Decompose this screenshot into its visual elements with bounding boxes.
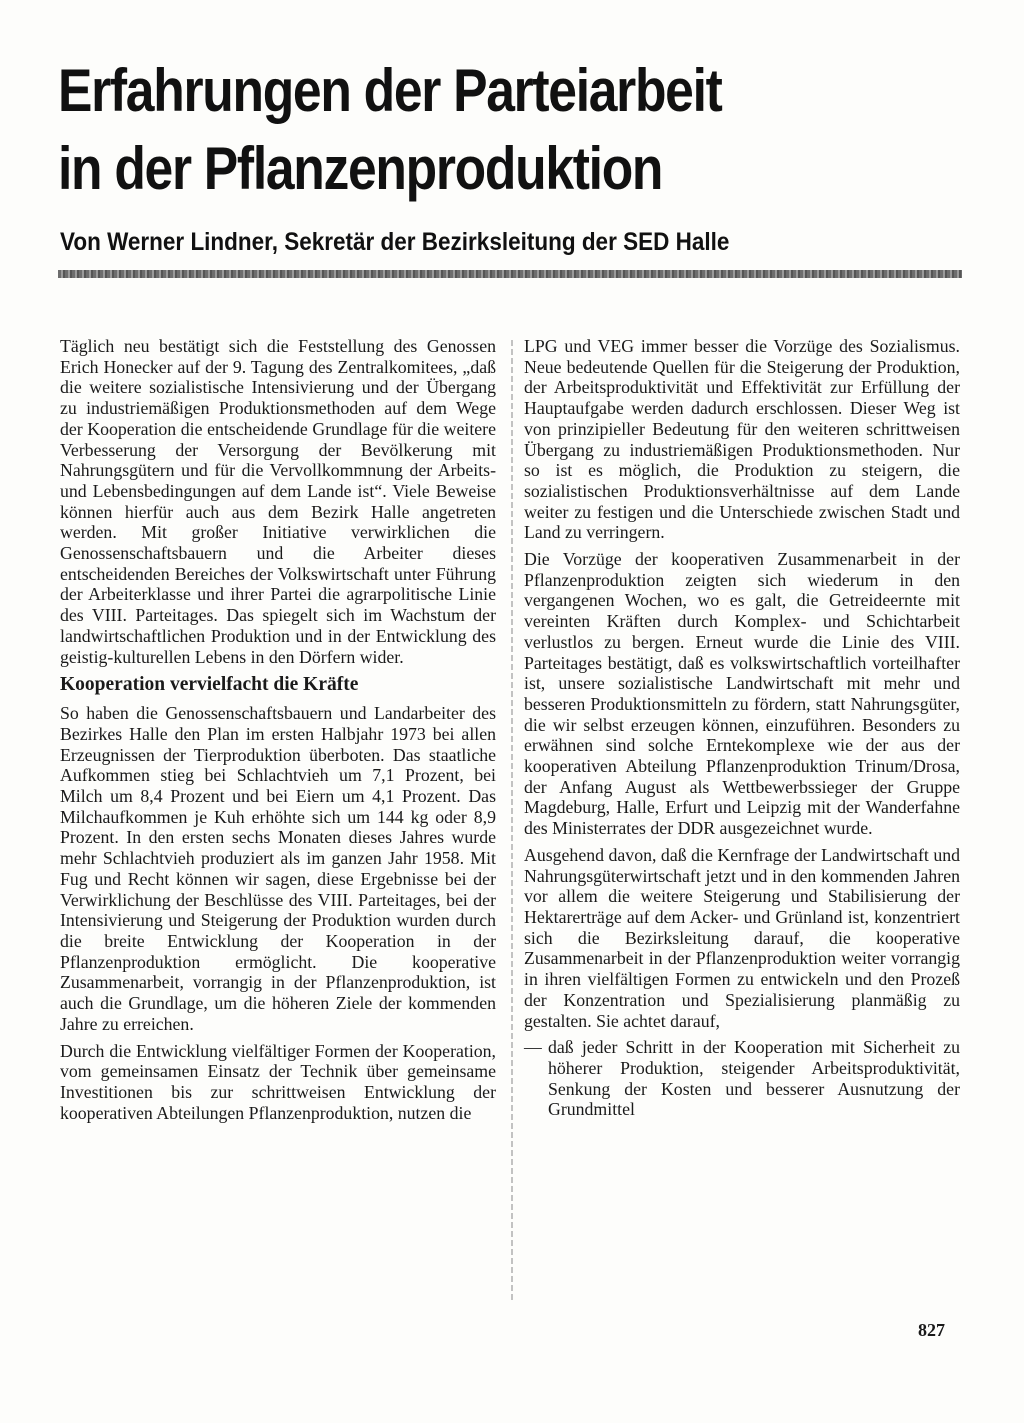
article-title-line-2: in der Pflanzenproduktion <box>58 135 663 202</box>
right-column <box>524 336 960 1120</box>
article-title <box>58 52 832 208</box>
article-byline: Von Werner Lindner, Sekretär der Bezirksleitung der SED Halle <box>60 228 730 256</box>
dash-bullet: — <box>524 1037 542 1058</box>
article-title-line-1: Erfahrungen der Parteiarbeit <box>58 57 722 124</box>
paragraph: So haben die Genossenschaftsbauern und Landarbeiter des Bezirkes Halle den Plan im ersten Halbjahr 1973 bei allen Erzeugnissen der Tierproduktion überboten. Das staatliche Aufkommen stieg bei Schlachtvieh um 7,1 Prozent, bei Milch um 8,4 Prozent und bei Eiern um 4,1 Prozent. Das Milchaufkommen je Kuh erhöhte sich um 144 kg oder 8,9 Prozent. In den ersten sechs Monaten dieses Jahres wurde mehr Schlachtvieh produziert als im ganzen Jahr 1958. Mit Fug und Recht können wir sagen, diese Ergebnisse bei der Verwirklichung der Beschlüsse des VIII. Parteitages, bei der Intensivierung und Steigerung der Produktion wurden durch die breite Entwicklung der Kooperation in der Pflanzenproduktion ermöglicht. Die kooperative Zusammenarbeit, vorrangig in der Pflanzenproduktion, ist auch die Grundlage, um die höheren Ziele der kommenden Jahre zu erreichen. <box>60 703 496 1034</box>
paragraph: LPG und VEG immer besser die Vorzüge des Sozialismus. Neue bedeutende Quellen für die Steigerung der Produktion, der Arbeitsproduktivität und Effektivität zur Erfüllung der Hauptaufgabe werden dadurch erschlossen. Dieser Weg ist von prinzipieller Bedeutung für den weiteren schrittweisen Übergang zu industriemäßigen Produktionsmethoden. Nur so ist es möglich, die Produktion zu steigern, die sozialistischen Produktionsverhältnisse auf dem Lande weiter zu festigen und die Unterschiede zwischen Stadt und Land zu verringern. <box>524 336 960 543</box>
paragraph: Ausgehend davon, daß die Kernfrage der Landwirtschaft und Nahrungsgüterwirtschaft jetzt und in den kommenden Jahren vor allem die weitere Steigerung und Stabilisierung der Hektarerträge auf dem Acker- und Grünland ist, konzentriert sich die Bezirksleitung darauf, die kooperative Zusammenarbeit in der Pflanzenproduktion weiter vorrangig in ihren vielfältigen Formen zu entwickeln und den Prozeß der Konzentration und Spezialisierung planmäßig zu gestalten. Sie achtet darauf, <box>524 844 960 1031</box>
dash-list-text: daß jeder Schritt in der Kooperation mit Sicherheit zu höherer Produktion, steigender Arbeitsproduktivität, Senkung der Kosten und besserer Ausnutzung der Grundmittel <box>548 1037 960 1120</box>
paragraph: Täglich neu bestätigt sich die Feststellung des Genossen Erich Honecker auf der 9. Tagung des Zentralkomitees, „daß die weitere sozialistische Intensivierung und der Übergang zu industriemäßigen Produktionsmethoden auf dem Wege der Kooperation die entscheidende Grundlage für die weitere Verbesserung der Versorgung der Bevölkerung mit Nahrungsgütern und für die Vervollkommnung der Arbeits- und Lebensbedingungen auf dem Lande ist“. Viele Beweise können hierfür auch aus dem Bezirk Halle angetreten werden. Mit großer Initiative verwirklichen die Genossenschaftsbauern und die Arbeiter dieses entscheidenden Bereiches der Volkswirtschaft unter Führung der Arbeiterklasse und ihrer Partei die agrarpolitische Linie des VIII. Parteitages. Das spiegelt sich im Wachstum der landwirtschaftlichen Produktion und in der Entwicklung des geistig-kulturellen Lebens in den Dörfern wider. <box>60 336 496 667</box>
section-heading: Kooperation vervielfacht die Kräfte <box>60 674 359 696</box>
title-rule <box>58 270 962 278</box>
left-column <box>60 336 496 1129</box>
column-divider <box>511 340 513 1300</box>
page-number: 827 <box>918 1320 945 1340</box>
paragraph: Die Vorzüge der kooperativen Zusammenarbeit in der Pflanzenproduktion zeigten sich wiederum in den vergangenen Wochen, wo es galt, die Getreideernte mit vereinten Kräften durch Komplex- und Schichtarbeit verlustlos zu bergen. Erneut wurde die Linie des VIII. Parteitages bestätigt, daß es volkswirtschaftlich vorteilhafter ist, unsere sozialistische Landwirtschaft mit mehr und besseren Produktionsmitteln zu fördern, statt Nahrungsgüter, die wir selbst erzeugen können, einzuführen. Besonders zu erwähnen sind solche Erntekomplexe wie der aus der kooperativen Abteilung Pflanzenproduktion Trinum/Drosa, der Anfang August als Wettbewerbssieger der Gruppe Magdeburg, Halle, Erfurt und Leipzig mit der Wanderfahne des Ministerrates der DDR ausgezeichnet wurde. <box>524 549 960 839</box>
dash-list-item <box>524 1037 960 1120</box>
paragraph: Durch die Entwicklung vielfältiger Formen der Kooperation, vom gemeinsamen Einsatz der Technik über gemeinsame Investitionen bis zur schrittweisen Entwicklung der kooperativen Abteilungen Pflanzenproduktion, nutzen die <box>60 1040 496 1123</box>
